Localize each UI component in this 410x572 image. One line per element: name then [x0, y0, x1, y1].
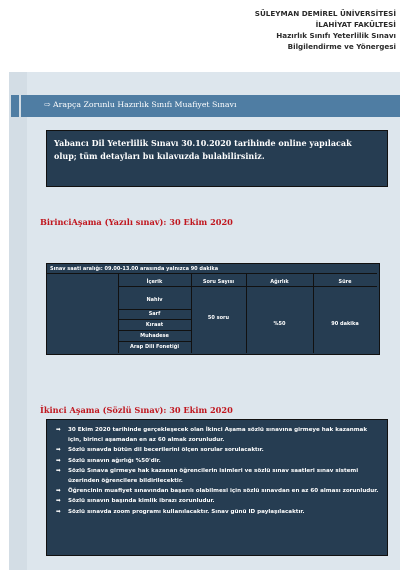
banner-accent [11, 95, 19, 117]
list-item: ➡ Öğrencinin muafiyet sınavından başarılı olabilmesi için sözlü sınavdan en az 60 alması zorunludur. [56, 486, 381, 496]
col-header-questions: Soru Sayısı [202, 279, 235, 285]
stage2-title: İkinci Aşama (Sözlü Sınav): 30 Ekim 2020 [40, 405, 233, 415]
list-item: ➡ 30 Ekim 2020 tarihinde gerçekleşecek olan İkinci Aşama sözlü sınavına girmeye hak kazanmak için, birinci aşamadan en az 60 almak zorunludur. [56, 425, 381, 445]
col-header-weight: Ağırlık [270, 279, 289, 285]
list-item: ➡ Sözlü Sınava girmeye hak kazanan öğrencilerin isimleri ve sözlü sınav saatleri sınav sistemi üzerinden öğrencilere bildirilecektir. [56, 466, 381, 486]
arrow-icon: ➡ [56, 508, 61, 515]
table-row-border [118, 309, 191, 310]
list-item: ➡ Sözlü sınavda zoom programı kullanılacaktır. Sınav günü ID paylaşılacaktır. [56, 507, 381, 517]
exam-time: Sınav saati aralığı: 09.00-13.00 arasında yalnızca 90 dakika [50, 266, 219, 272]
arrow-icon: ⇨ [44, 100, 54, 109]
table-divider [47, 273, 377, 274]
arrow-icon: ➡ [56, 457, 61, 464]
arrow-icon: ➡ [56, 427, 61, 433]
question-count: 50 soru [207, 315, 230, 321]
university-name: SÜLEYMAN DEMİREL ÜNİVERSİTESİ [254, 9, 396, 18]
table-row-border [118, 330, 191, 331]
content-item: Nahiv [146, 297, 163, 303]
document-title: Hazırlık Sınıfı Yeterlilik Sınavı [276, 31, 396, 40]
banner-title: ⇨ Arapça Zorunlu Hazırlık Sınıfı Muafiyet Sınavı [44, 100, 237, 109]
intro-text: Yabancı Dil Yeterlilik Sınavı 30.10.2020 tarihinde online yapılacak olup; tüm detayları bu kılavuzda bulabilirsiniz. [54, 138, 352, 161]
col-header-duration: Süre [338, 279, 352, 285]
list-item: ➡ Sözlü sınavın başında kimlik ibrazı zorunludur. [56, 496, 381, 506]
left-strip [9, 72, 27, 570]
content-item: Sarf [148, 311, 161, 317]
table-row-border [118, 341, 191, 342]
col-header-content: İçerik [146, 279, 163, 285]
arrow-icon: ➡ [56, 498, 61, 505]
document-header [255, 8, 396, 52]
list-item: ➡ Sözlü sınavda bütün dil becerilerini ölçen sorular sorulacaktır. [56, 445, 381, 455]
faculty-name: İLAHİYAT FAKÜLTESİ [315, 20, 396, 29]
table-row-border [118, 319, 191, 320]
table-row-border [118, 286, 377, 287]
stage2-list [56, 425, 381, 517]
content-item: Arap Dili Fonetiği [129, 344, 180, 350]
weight-value: %50 [273, 321, 286, 327]
stage1-title: BirinciAşama (Yazılı sınav): 30 Ekim 2020 [40, 217, 233, 227]
document-subtitle: Bilgilendirme ve Yönergesi [287, 42, 396, 51]
arrow-icon: ➡ [56, 467, 61, 474]
list-item: ➡ Sözlü sınavın ağırlığı %50'dir. [56, 456, 381, 466]
arrow-icon: ➡ [56, 488, 61, 495]
duration-value: 90 dakika [331, 321, 359, 327]
stage1-table [46, 263, 380, 355]
content-item: Kıraat [145, 322, 164, 328]
arrow-icon: ➡ [56, 447, 61, 454]
content-item: Muhadese [140, 333, 169, 339]
